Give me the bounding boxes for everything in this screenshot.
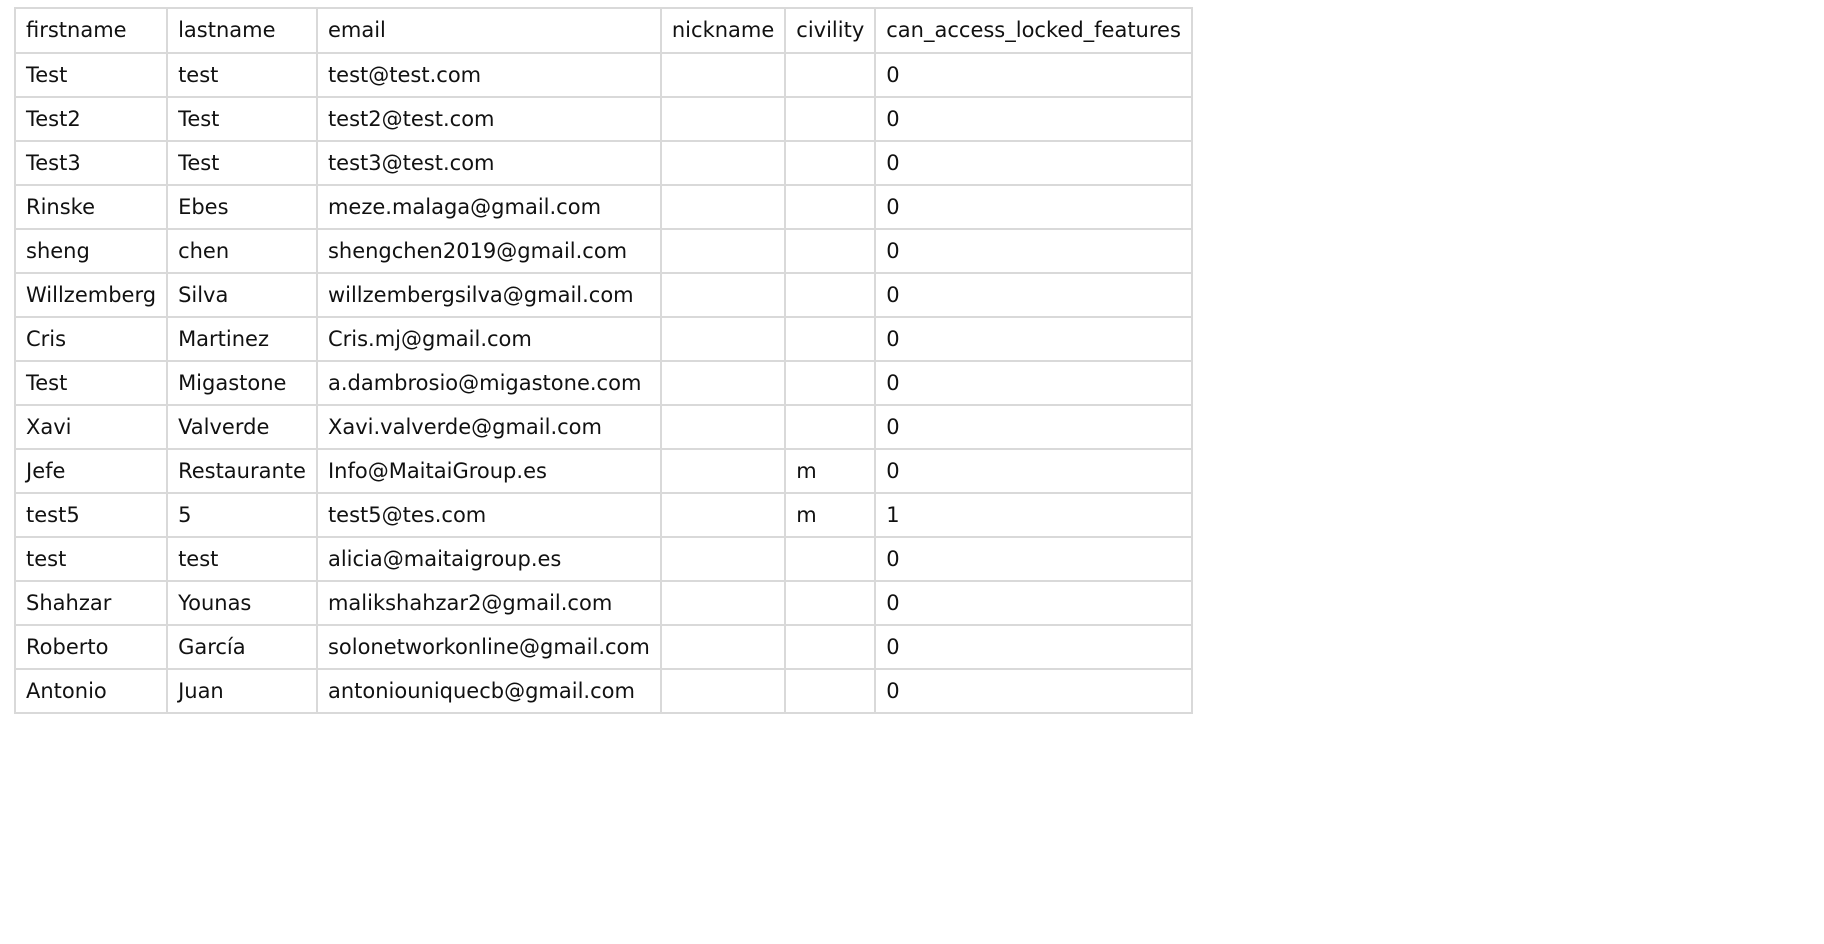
lastname-cell: test bbox=[167, 53, 317, 97]
civility-cell bbox=[785, 53, 875, 97]
firstname-cell: Test bbox=[15, 361, 167, 405]
users-table-container bbox=[14, 7, 1193, 714]
can-access-locked-features-cell: 0 bbox=[875, 53, 1192, 97]
table-row bbox=[15, 53, 1192, 97]
firstname-cell: Antonio bbox=[15, 669, 167, 713]
civility-cell bbox=[785, 405, 875, 449]
can-access-locked-features-cell: 1 bbox=[875, 493, 1192, 537]
email-cell: alicia@maitaigroup.es bbox=[317, 537, 661, 581]
firstname-cell: Rinske bbox=[15, 185, 167, 229]
civility-cell: m bbox=[785, 449, 875, 493]
nickname-cell bbox=[661, 361, 785, 405]
nickname-cell bbox=[661, 53, 785, 97]
table-row bbox=[15, 625, 1192, 669]
column-header-civility: civility bbox=[785, 8, 875, 53]
firstname-cell: Cris bbox=[15, 317, 167, 361]
table-row bbox=[15, 317, 1192, 361]
civility-cell bbox=[785, 581, 875, 625]
civility-cell bbox=[785, 185, 875, 229]
table-row bbox=[15, 537, 1192, 581]
lastname-cell: Valverde bbox=[167, 405, 317, 449]
lastname-cell: Younas bbox=[167, 581, 317, 625]
nickname-cell bbox=[661, 229, 785, 273]
table-row bbox=[15, 361, 1192, 405]
civility-cell: m bbox=[785, 493, 875, 537]
civility-cell bbox=[785, 625, 875, 669]
table-row bbox=[15, 273, 1192, 317]
firstname-cell: Test3 bbox=[15, 141, 167, 185]
table-row bbox=[15, 229, 1192, 273]
nickname-cell bbox=[661, 97, 785, 141]
email-cell: solonetworkonline@gmail.com bbox=[317, 625, 661, 669]
civility-cell bbox=[785, 229, 875, 273]
can-access-locked-features-cell: 0 bbox=[875, 229, 1192, 273]
can-access-locked-features-cell: 0 bbox=[875, 361, 1192, 405]
firstname-cell: Shahzar bbox=[15, 581, 167, 625]
column-header-nickname: nickname bbox=[661, 8, 785, 53]
lastname-cell: test bbox=[167, 537, 317, 581]
email-cell: Cris.mj@gmail.com bbox=[317, 317, 661, 361]
email-cell: test@test.com bbox=[317, 53, 661, 97]
can-access-locked-features-cell: 0 bbox=[875, 581, 1192, 625]
email-cell: a.dambrosio@migastone.com bbox=[317, 361, 661, 405]
firstname-cell: Test bbox=[15, 53, 167, 97]
nickname-cell bbox=[661, 669, 785, 713]
table-row bbox=[15, 669, 1192, 713]
lastname-cell: Martinez bbox=[167, 317, 317, 361]
table-row bbox=[15, 97, 1192, 141]
nickname-cell bbox=[661, 405, 785, 449]
lastname-cell: Silva bbox=[167, 273, 317, 317]
table-row bbox=[15, 493, 1192, 537]
email-cell: meze.malaga@gmail.com bbox=[317, 185, 661, 229]
can-access-locked-features-cell: 0 bbox=[875, 317, 1192, 361]
firstname-cell: Jefe bbox=[15, 449, 167, 493]
table-header bbox=[15, 8, 1192, 53]
email-cell: test5@tes.com bbox=[317, 493, 661, 537]
can-access-locked-features-cell: 0 bbox=[875, 537, 1192, 581]
lastname-cell: Test bbox=[167, 141, 317, 185]
nickname-cell bbox=[661, 493, 785, 537]
email-cell: shengchen2019@gmail.com bbox=[317, 229, 661, 273]
nickname-cell bbox=[661, 185, 785, 229]
can-access-locked-features-cell: 0 bbox=[875, 141, 1192, 185]
lastname-cell: Ebes bbox=[167, 185, 317, 229]
civility-cell bbox=[785, 537, 875, 581]
can-access-locked-features-cell: 0 bbox=[875, 625, 1192, 669]
can-access-locked-features-cell: 0 bbox=[875, 185, 1192, 229]
users-table bbox=[14, 7, 1193, 714]
email-cell: test3@test.com bbox=[317, 141, 661, 185]
lastname-cell: Juan bbox=[167, 669, 317, 713]
table-row bbox=[15, 185, 1192, 229]
email-cell: test2@test.com bbox=[317, 97, 661, 141]
firstname-cell: Xavi bbox=[15, 405, 167, 449]
column-header-firstname: firstname bbox=[15, 8, 167, 53]
firstname-cell: test5 bbox=[15, 493, 167, 537]
column-header-can-access-locked-features: can_access_locked_features bbox=[875, 8, 1192, 53]
can-access-locked-features-cell: 0 bbox=[875, 449, 1192, 493]
email-cell: Xavi.valverde@gmail.com bbox=[317, 405, 661, 449]
lastname-cell: García bbox=[167, 625, 317, 669]
can-access-locked-features-cell: 0 bbox=[875, 669, 1192, 713]
nickname-cell bbox=[661, 273, 785, 317]
firstname-cell: sheng bbox=[15, 229, 167, 273]
civility-cell bbox=[785, 141, 875, 185]
nickname-cell bbox=[661, 141, 785, 185]
nickname-cell bbox=[661, 581, 785, 625]
column-header-email: email bbox=[317, 8, 661, 53]
firstname-cell: test bbox=[15, 537, 167, 581]
civility-cell bbox=[785, 97, 875, 141]
email-cell: antoniouniquecb@gmail.com bbox=[317, 669, 661, 713]
table-row bbox=[15, 405, 1192, 449]
nickname-cell bbox=[661, 449, 785, 493]
nickname-cell bbox=[661, 317, 785, 361]
firstname-cell: Test2 bbox=[15, 97, 167, 141]
lastname-cell: 5 bbox=[167, 493, 317, 537]
column-header-lastname: lastname bbox=[167, 8, 317, 53]
civility-cell bbox=[785, 361, 875, 405]
nickname-cell bbox=[661, 537, 785, 581]
email-cell: willzembergsilva@gmail.com bbox=[317, 273, 661, 317]
table-row bbox=[15, 581, 1192, 625]
firstname-cell: Willzemberg bbox=[15, 273, 167, 317]
can-access-locked-features-cell: 0 bbox=[875, 97, 1192, 141]
lastname-cell: chen bbox=[167, 229, 317, 273]
table-row bbox=[15, 141, 1192, 185]
table-row bbox=[15, 449, 1192, 493]
table-body bbox=[15, 53, 1192, 713]
can-access-locked-features-cell: 0 bbox=[875, 273, 1192, 317]
lastname-cell: Restaurante bbox=[167, 449, 317, 493]
email-cell: Info@MaitaiGroup.es bbox=[317, 449, 661, 493]
email-cell: malikshahzar2@gmail.com bbox=[317, 581, 661, 625]
lastname-cell: Test bbox=[167, 97, 317, 141]
civility-cell bbox=[785, 273, 875, 317]
nickname-cell bbox=[661, 625, 785, 669]
lastname-cell: Migastone bbox=[167, 361, 317, 405]
can-access-locked-features-cell: 0 bbox=[875, 405, 1192, 449]
header-row bbox=[15, 8, 1192, 53]
civility-cell bbox=[785, 669, 875, 713]
civility-cell bbox=[785, 317, 875, 361]
firstname-cell: Roberto bbox=[15, 625, 167, 669]
